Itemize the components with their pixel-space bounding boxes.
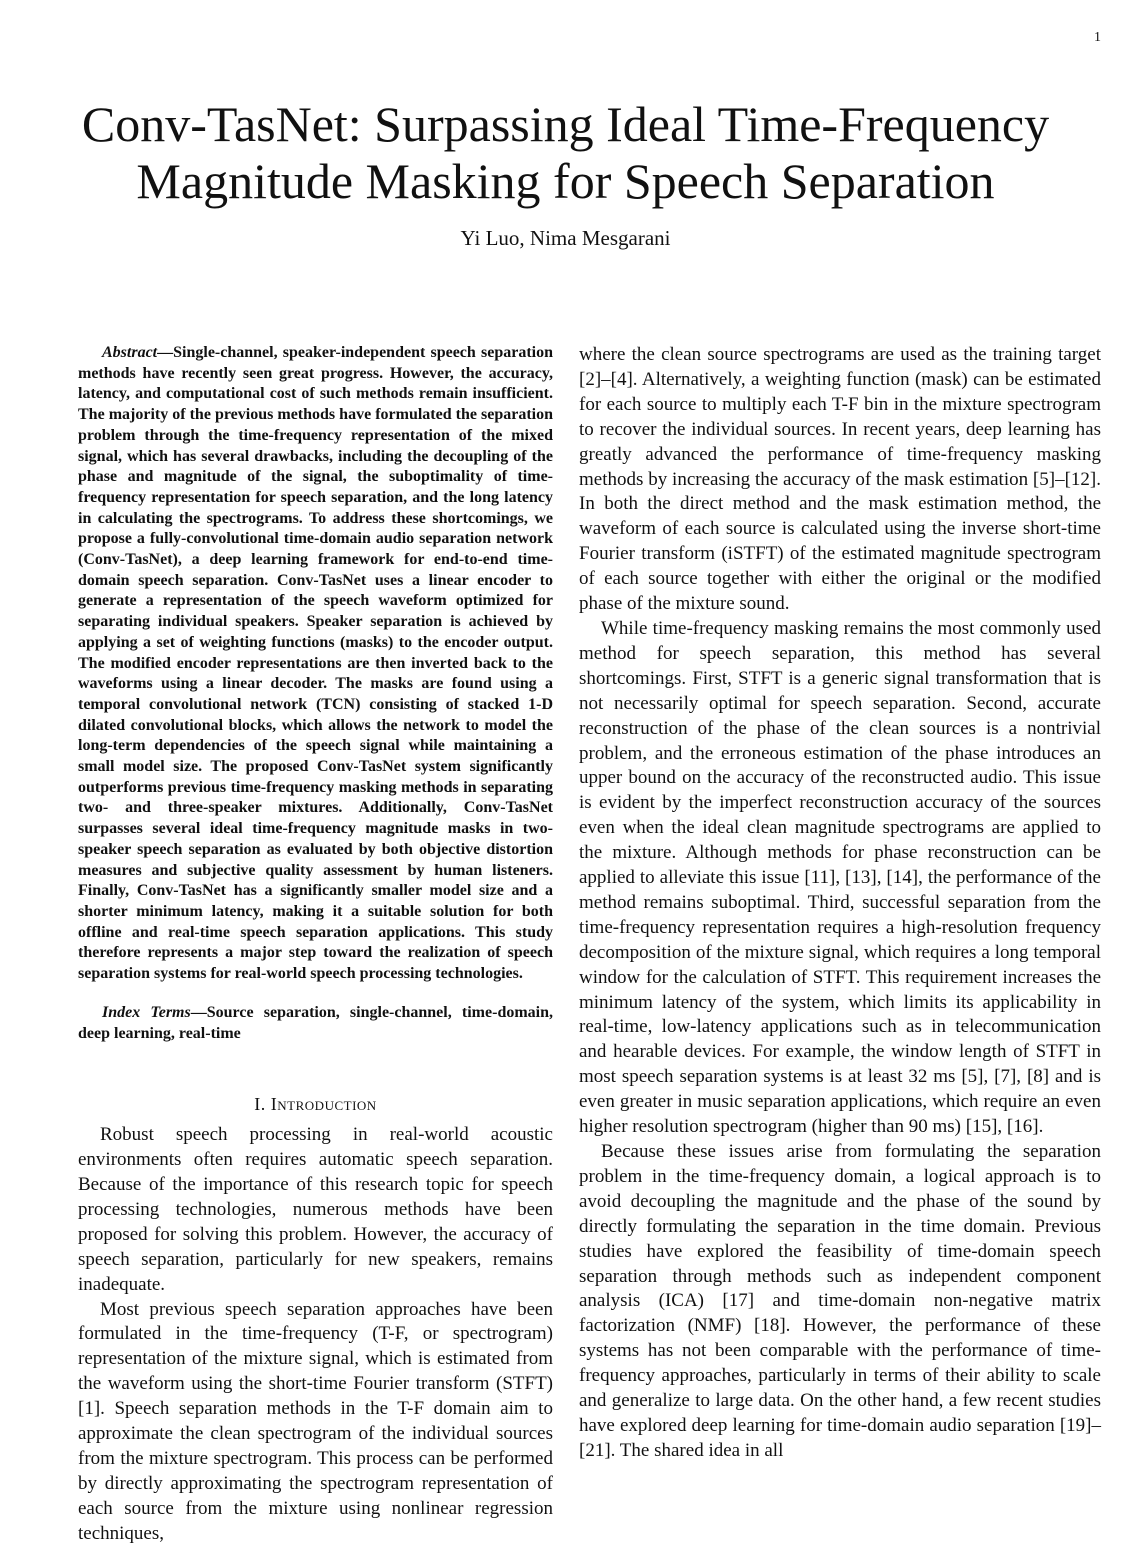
abstract-lead: Abstract	[102, 344, 158, 361]
paper-title-line-1: Conv-TasNet: Surpassing Ideal Time-Frequency	[81, 96, 1050, 152]
index-terms-text: —Source separation, single-channel, time-domain, deep learning, real-time	[78, 1003, 554, 1042]
left-column	[78, 343, 553, 1547]
paper-authors: Yi Luo, Nima Mesgarani	[460, 226, 671, 250]
intro-paragraph-3: where the clean source spectrograms are used as the training target [2]–[4]. Alternatively, a weighting function (mask) can be estimated for each source to multiply each T-F bin in the mixture spectrogram to recover the individual sources. In recent years, deep learning has greatly advanced the performance of time-frequency masking methods by increasing the accuracy of the mask estimation [5]–[12]. In both the direct method and the mask estimation method, the waveform of each source is calculated using the inverse short-time Fourier transform (iSTFT) of the estimated magnitude spectrogram of each source together with either the original or the modified phase of the mixture sound.	[579, 344, 1101, 615]
abstract	[78, 343, 553, 985]
paper-title-line-2: Magnitude Masking for Speech Separation	[136, 153, 995, 209]
index-terms	[78, 1003, 553, 1044]
page-number: 1	[1094, 30, 1101, 45]
intro-paragraph-1: Robust speech processing in real-world acoustic environments often requires automatic speech separation. Because of the importance of this research topic for speech processing technologies, numerous methods have been proposed for solving this problem. However, the accuracy of speech separation, particularly for new speakers, remains inadequate.	[78, 1124, 553, 1295]
section-title: Introduction	[270, 1094, 377, 1115]
section-heading-introduction	[78, 1094, 553, 1115]
intro-paragraph-5: Because these issues arise from formulating the separation problem in the time-frequency domain, a logical approach is to avoid decoupling the magnitude and the phase of the sound by directly formulating the separation in the time domain. Previous studies have explored the feasibility of time-domain speech separation through methods such as independent component analysis (ICA) [17] and time-domain non-negative matrix factorization (NMF) [18]. However, the performance of these systems has not been comparable with the performance of time-frequency approaches, particularly in terms of their ability to scale and generalize to large data. On the other hand, a few recent studies have explored deep learning for time-domain audio separation [19]–[21]. The shared idea in all	[579, 1141, 1101, 1461]
abstract-text: —Single-channel, speaker-independent speech separation methods have recently seen great progress. However, the accuracy, latency, and computational cost of such methods remain insufficient. The majority of the previous methods have formulated the separation problem through the time-frequency representation of the mixed signal, which has several drawbacks, including the decoupling of the phase and magnitude of the signal, the suboptimality of time-frequency representation for speech separation, and the long latency in calculating the spectrograms. To address these shortcomings, we propose a fully-convolutional time-domain audio separation network (Conv-TasNet), a deep learning framework for end-to-end time-domain speech separation. Conv-TasNet uses a linear encoder to generate a representation of the speech waveform optimized for separating individual speakers. Speaker separation is achieved by applying a set of weighting functions (masks) to the encoder output. The modified encoder representations are then inverted back to the waveforms using a linear decoder. The masks are found using a temporal convolutional network (TCN) consisting of stacked 1-D dilated convolutional blocks, which allows the network to model the long-term dependencies of the speech signal while maintaining a small model size. The proposed Conv-TasNet system significantly outperforms previous time-frequency masking methods in separating two- and three-speaker mixtures. Additionally, Conv-TasNet surpasses several ideal time-frequency magnitude masks in two-speaker speech separation as evaluated by both objective distortion measures and subjective quality assessment by human listeners. Finally, Conv-TasNet has a significantly smaller model size and a shorter minimum latency, making it a suitable solution for both offline and real-time speech separation applications. This study therefore represents a major step toward the realization of speech separation systems for real-world speech processing technologies.	[78, 344, 553, 983]
right-column	[579, 343, 1101, 1464]
intro-paragraph-4: While time-frequency masking remains the most commonly used method for speech separation, this method has several shortcomings. First, STFT is a generic signal transformation that is not necessarily optimal for speech separation. Second, accurate reconstruction of the phase of the clean sources is a nontrivial problem, and the erroneous estimation of the phase introduces an upper bound on the accuracy of the reconstructed audio. This issue is evident by the imperfect reconstruction accuracy of the sources even when the ideal clean magnitude spectrograms are applied to the mixture. Although methods for phase reconstruction can be applied to alleviate this issue [11], [13], [14], the performance of the method remains suboptimal. Third, successful separation from the time-frequency representation requires a high-resolution frequency decomposition of the mixture signal, which requires a long temporal window for the calculation of STFT. This requirement increases the minimum latency of the system, which limits its applicability in real-time, low-latency applications such as in telecommunication and hearable devices. For example, the window length of STFT in most speech separation systems is at least 32 ms [5], [7], [8] and is even greater in music separation applications, which require an even higher resolution spectrogram (higher than 90 ms) [15], [16].	[579, 617, 1101, 1138]
section-number: I.	[254, 1094, 271, 1115]
paper-title	[40, 96, 1091, 210]
intro-paragraph-2: Most previous speech separation approaches have been formulated in the time-frequency (T-F, or spectrogram) representation of the mixture signal, which is estimated from the waveform using the short-time Fourier transform (STFT) [1]. Speech separation methods in the T-F domain aim to approximate the clean spectrogram of the individual sources from the mixture spectrogram. This process can be performed by directly approximating the spectrogram representation of each source from the mixture using nonlinear regression techniques,	[78, 1298, 553, 1544]
index-terms-lead: Index Terms	[102, 1003, 191, 1021]
